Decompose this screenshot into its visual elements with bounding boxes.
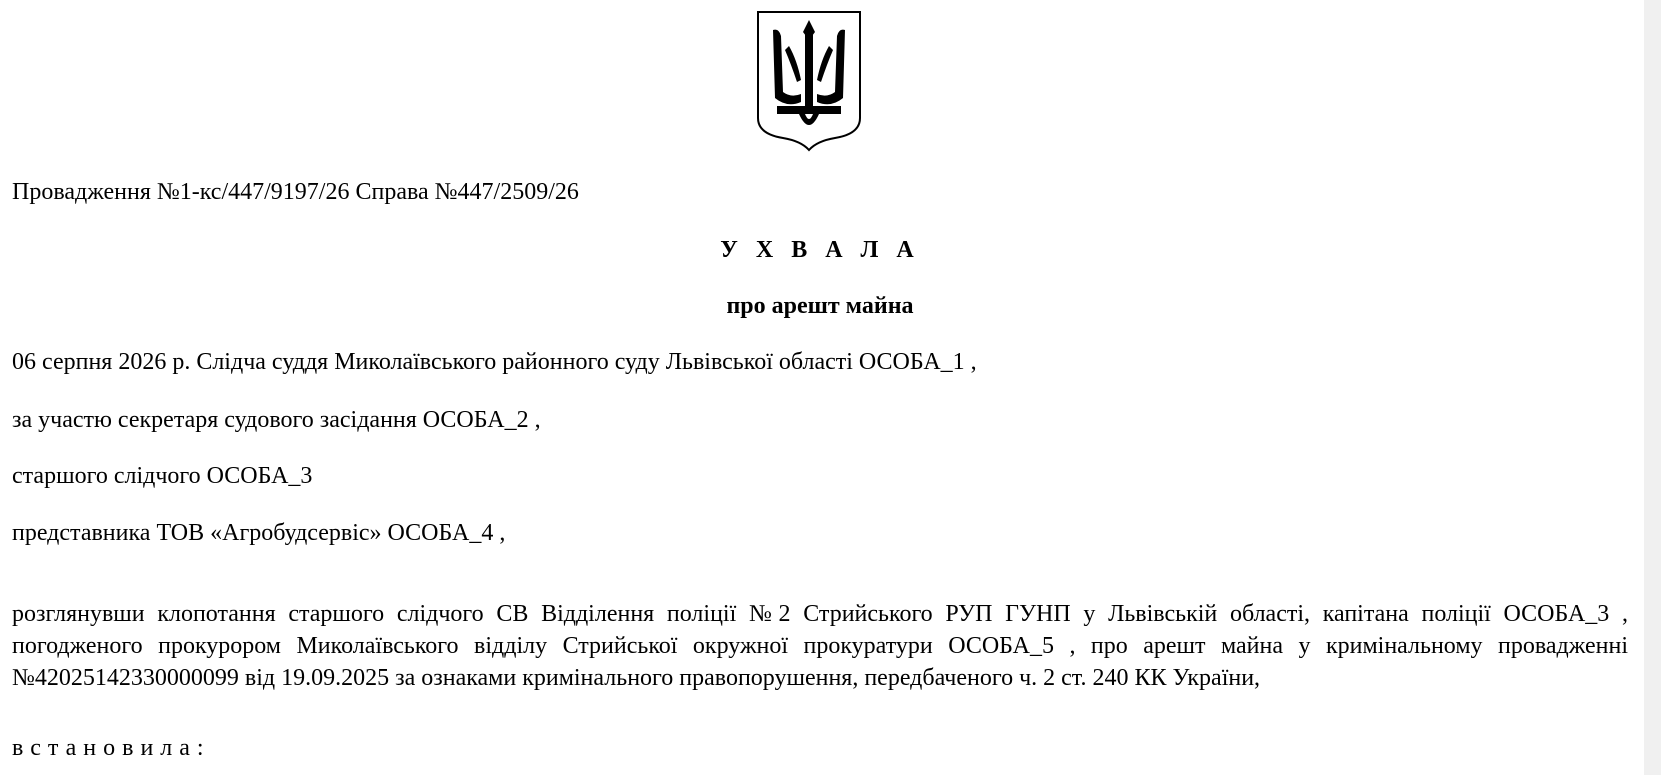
document-title: У Х В А Л А <box>720 237 920 263</box>
text-line: старшого слідчого ОСОБА_3 <box>12 463 313 489</box>
ruling-heading: встановила: <box>12 735 211 761</box>
document-subtitle: про арешт майна <box>726 293 914 319</box>
case-number: Провадження №1-кс/447/9197/26 Справа №447/2509/26 <box>12 179 579 205</box>
text-line: представника ТОВ «Агробудсервіс» ОСОБА_4 , <box>12 520 506 546</box>
main-paragraph: розглянувши клопотання старшого слідчого СВ Відділення поліції №2 Стрийського РУП ГУНП у Львівській області, капітана поліції ОСОБА_3 , погодженого прокурором Миколаївського відділу Стрийської окружної прокуратури ОСОБА_5 , про арешт майна у кримінальному провадженні №42025142330000099 від 19.09.2025 за ознаками кримінального правопорушення, передбаченого ч. 2 ст. 240 КК України, <box>12 601 1628 691</box>
text-line: за участю секретаря судового засідання ОСОБА_2 , <box>12 407 541 433</box>
scrollbar[interactable] <box>1644 0 1661 775</box>
text-line: 06 серпня 2026 р. Слідча суддя Миколаївського районного суду Львівської області ОСОБА_1 , <box>12 349 977 375</box>
coat-of-arms-icon <box>755 10 863 152</box>
